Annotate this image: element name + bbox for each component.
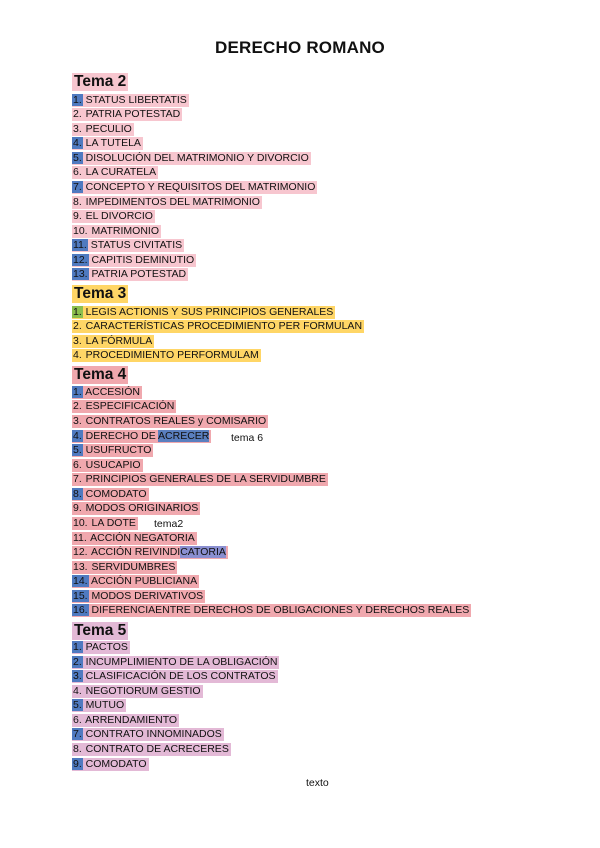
topic-item [72,181,317,194]
topic-text: CAPITIS DEMINUTIO [88,254,195,266]
topic-number: 3. [73,670,82,682]
topic-text: ACCIÓN REIVINDI [88,546,181,558]
topic-item [72,137,143,150]
topic-number: 1. [73,641,82,653]
topic-text: CONTRATO INNOMINADOS [82,728,222,740]
topic-item [72,386,142,399]
topic-number: 1. [73,94,82,106]
topic-item [72,575,199,588]
topic-number: 6. [73,459,82,471]
topic-number: 12. [73,546,88,558]
topic-item [72,656,279,669]
topic-text: PATRIA POTESTAD [82,108,181,120]
topic-item [72,225,161,238]
topic-number: 8. [73,743,82,755]
topic-item [72,94,189,107]
tema-heading: Tema 2 [74,73,127,90]
topic-text: MODOS DERIVATIVOS [88,590,204,602]
topic-text: MATRIMONIO [88,225,159,237]
topic-number: 5. [73,699,82,711]
topic-item [72,641,130,654]
page-title: DERECHO ROMANO [215,38,385,57]
topic-item [72,604,471,617]
topic-item [72,166,158,179]
topic-number: 1. [73,306,82,318]
topic-item [72,699,126,712]
topic-item [72,415,268,428]
topic-number: 4. [73,137,82,149]
topic-number: 11. [73,239,87,251]
topic-item [72,728,224,741]
topic-item [72,517,138,530]
topic-number: 5. [73,444,82,456]
topic-item [72,488,149,501]
topic-item [72,268,188,281]
footer-text: texto [306,777,329,789]
tema-heading: Tema 3 [74,285,127,302]
topic-item [72,561,177,574]
topic-number: 10. [73,517,88,529]
topic-number: 3. [73,123,82,135]
highlighted-fragment: ACRECER [158,430,210,442]
topic-number: 8. [73,488,82,500]
topic-number: 7. [73,473,82,485]
topic-number: 11. [73,532,87,544]
topic-text: USUFRUCTO [82,444,152,456]
topic-text: MUTUO [82,699,125,711]
topic-item [72,210,155,223]
topic-text: CARACTERÍSTICAS PROCEDIMIENTO PER FORMULAN [82,320,363,332]
topic-item [72,306,335,319]
topic-text: LA TUTELA [82,137,141,149]
topic-text: MODOS ORIGINARIOS [82,502,199,514]
topic-text: STATUS CIVITATIS [87,239,183,251]
topic-number: 3. [73,415,82,427]
topic-text: PROCEDIMIENTO PERFORMULAM [82,349,259,361]
topic-number: 9. [73,210,82,222]
topic-text: ACCIÓN PUBLICIANA [88,575,198,587]
topic-item [72,758,149,771]
topic-text: DIFERENCIAENTRE DERECHOS DE OBLIGACIONES Y DERECHOS REALES [88,604,470,616]
topic-number: 8. [73,196,82,208]
topic-text: USUCAPIO [82,459,141,471]
topic-item [72,239,184,252]
topic-text: PACTOS [82,641,128,653]
topic-item [72,473,328,486]
topic-number: 5. [73,152,82,164]
topic-item [72,670,278,683]
topic-number: 13. [73,561,88,573]
topic-item [72,400,176,413]
topic-text: CONTRATOS REALES y COMISARIO [82,415,267,427]
margin-note: tema 6 [231,432,264,444]
topic-number: 7. [73,728,82,740]
topic-number: 13. [73,268,88,280]
topic-item [72,714,179,727]
topic-number: 15. [73,590,88,602]
topic-text: PATRIA POTESTAD [88,268,187,280]
topic-item [72,335,154,348]
topic-number: 2. [73,656,82,668]
topic-number: 4. [73,349,82,361]
topic-text: DERECHO DE [82,430,159,442]
tema-heading: Tema 4 [74,366,127,383]
topic-item [72,320,364,333]
topic-item [72,532,197,545]
topic-text: IMPEDIMENTOS DEL MATRIMONIO [82,196,260,208]
topic-text: SERVIDUMBRES [88,561,176,573]
topic-text: COMODATO [82,758,147,770]
topic-text: ACCIÓN NEGATORIA [87,532,195,544]
topic-text: DISOLUCIÓN DEL MATRIMONIO Y DIVORCIO [82,152,309,164]
topic-number: 14. [73,575,88,587]
topic-text: LA CURATELA [82,166,157,178]
topic-number: 7. [73,181,82,193]
topic-text: LEGIS ACTIONIS Y SUS PRINCIPIOS GENERALES [82,306,334,318]
topic-item [72,743,231,756]
topic-text: EL DIVORCIO [82,210,153,222]
topic-text: CONTRATO DE ACRECERES [82,743,229,755]
topic-item [72,430,211,443]
topic-text: INCUMPLIMIENTO DE LA OBLIGACIÓN [82,656,278,668]
topic-number: 4. [73,685,82,697]
topic-item [72,502,200,515]
topic-item [72,152,311,165]
topic-item [72,590,205,603]
topic-item [72,108,182,121]
topic-number: 10. [73,225,88,237]
topic-number: 2. [73,320,82,332]
topic-text: CONCEPTO Y REQUISITOS DEL MATRIMONIO [82,181,316,193]
topic-number: 1. [73,386,82,398]
topic-number: 6. [73,166,82,178]
highlighted-fragment: CATORIA [180,546,226,558]
topic-item [72,123,134,136]
topic-text: PRINCIPIOS GENERALES DE LA SERVIDUMBRE [82,473,326,485]
topic-number: 9. [73,502,82,514]
topic-item [72,685,203,698]
topic-number: 2. [73,400,82,412]
topic-number: 16. [73,604,88,616]
topic-item [72,444,153,457]
topic-number: 9. [73,758,82,770]
topic-item [72,254,196,267]
margin-note: tema2 [154,518,184,530]
tema-heading: Tema 5 [74,622,127,639]
topic-item [72,349,261,362]
topic-text: ARRENDAMIENTO [82,714,178,726]
topic-text: ESPECIFICACIÓN [82,400,175,412]
topic-text: LA DOTE [88,517,136,529]
topic-item [72,196,262,209]
topic-text: PECULIO [82,123,132,135]
topic-number: 2. [73,108,82,120]
topic-text: STATUS LIBERTATIS [82,94,187,106]
topic-number: 3. [73,335,82,347]
topic-item [72,546,228,559]
topic-text: NEGOTIORUM GESTIO [82,685,201,697]
topic-text: ACCESIÓN [82,386,140,398]
topic-item [72,459,143,472]
topic-number: 12. [73,254,88,266]
topic-number: 4. [73,430,82,442]
topic-text: CLASIFICACIÓN DE LOS CONTRATOS [82,670,276,682]
topic-number: 6. [73,714,82,726]
topic-text: LA FÓRMULA [82,335,153,347]
topic-text: COMODATO [82,488,147,500]
